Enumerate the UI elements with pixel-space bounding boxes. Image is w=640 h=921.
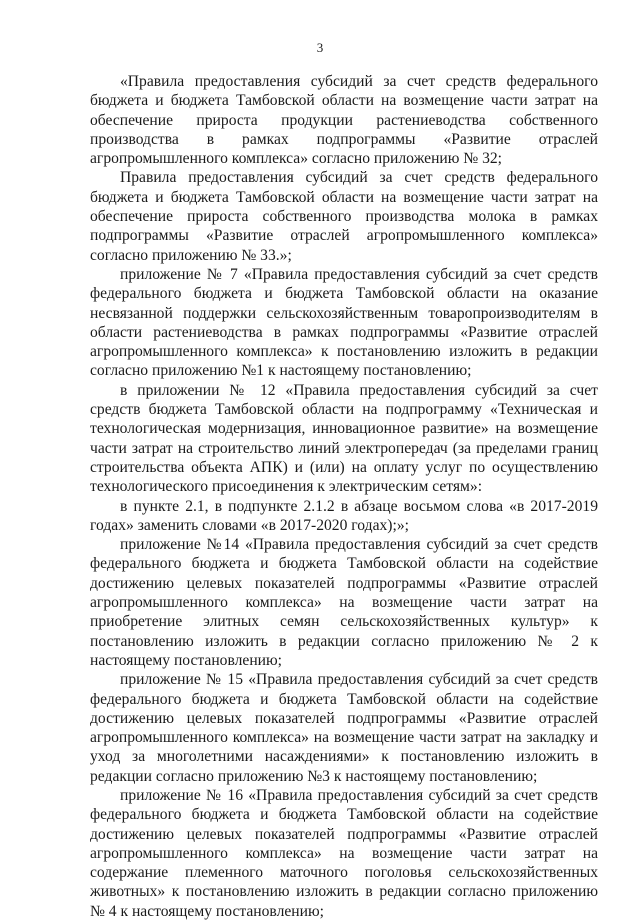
paragraph-appendix-7: приложение № 7 «Правила предоставления субсидий за счет средств федерального бюджета и бюджета Тамбовской области на оказание несвязанной поддержки сельскохозяйственным товаропроизводителям в области растениеводства в рамках подпрограммы «Развитие отраслей агропромышленного комплекса» к постановлению изложить в редакции согласно приложению №1 к настоящему постановлению; (90, 265, 598, 380)
paragraph-rules-32: «Правила предоставления субсидий за счет средств федерального бюджета и бюджета Тамбовской области на возмещение части затрат на обеспечение прироста продукции растениеводства собственного производства в рамках подпрограммы «Развитие отраслей агропромышленного комплекса» согласно приложению № 32; (90, 73, 598, 168)
paragraph-appendix-14: приложение №14 «Правила предоставления субсидий за счет средств федерального бюджета и бюджета Тамбовской области на содействие достижению целевых показателей подпрограммы «Развитие отраслей агропромышленного комплекса» на возмещение части затрат на приобретение элитных семян сельскохозяйственных культур» к постановлению изложить в редакции согласно приложению № 2 к настоящему постановлению; (90, 536, 598, 669)
paragraph-point-2-1: в пункте 2.1, в подпункте 2.1.2 в абзаце восьмом слова «в 2017-2019 годах» заменить словами «в 2017-2020 годах);»; (90, 497, 598, 534)
document-body (90, 72, 598, 921)
paragraph-appendix-12: в приложении № 12 «Правила предоставления субсидий за счет средств бюджета Тамбовской области на подпрограмму «Техническая и технологическая модернизация, инновационное развитие» на возмещение части затрат на строительство линий электропередач (за пределами границ строительства объекта АПК) и (или) на оплату услуг по осуществлению технологического присоединения к электрическим сетям»: (90, 381, 598, 496)
page-number: 3 (316, 40, 324, 55)
paragraph-rules-33: Правила предоставления субсидий за счет средств федерального бюджета и бюджета Тамбовской области на возмещение части затрат на обеспечение прироста собственного производства молока в рамках подпрограммы «Развитие отраслей агропромышленного комплекса» согласно приложению № 33.»; (90, 169, 598, 264)
paragraph-appendix-16: приложение № 16 «Правила предоставления субсидий за счет средств федерального бюджета и бюджета Тамбовской области на содействие достижению целевых показателей подпрограммы «Развитие отраслей агропромышленного комплекса» на возмещение части затрат на содержание племенного маточного поголовья сельскохозяйственных животных» к постановлению изложить в редакции согласно приложению № 4 к настоящему постановлению; (90, 786, 598, 920)
paragraph-appendix-15: приложение № 15 «Правила предоставления субсидий за счет средств федерального бюджета и бюджета Тамбовской области на содействие достижению целевых показателей подпрограммы «Развитие отраслей агропромышленного комплекса» на возмещение части затрат на закладку и уход за многолетними насаждениями» к постановлению изложить в редакции согласно приложению №3 к настоящему постановлению; (90, 671, 598, 785)
